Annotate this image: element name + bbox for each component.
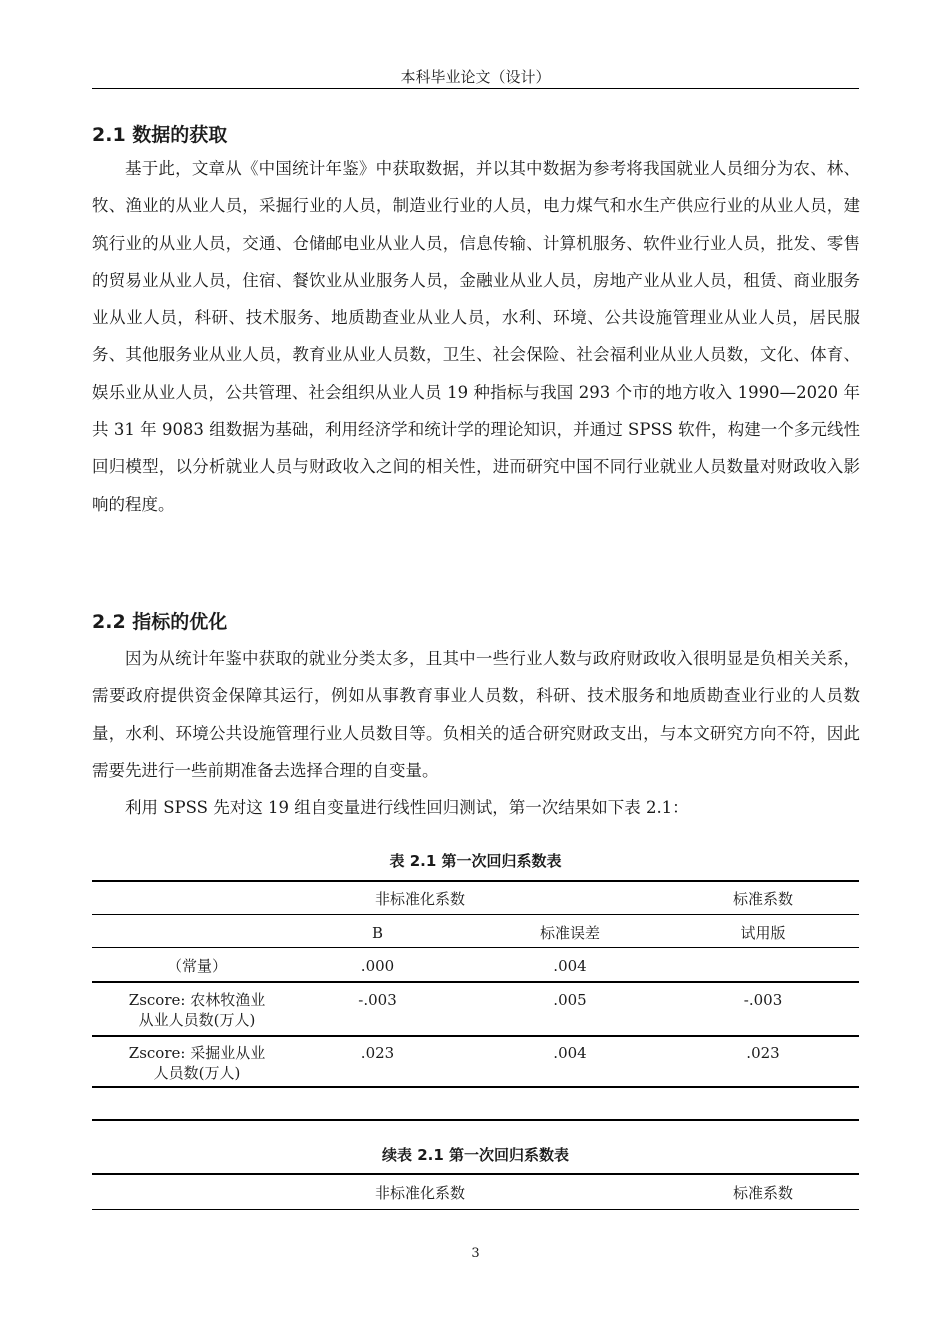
header-beta: 试用版 <box>740 924 786 942</box>
cell-b: .000 <box>360 957 395 975</box>
section-2-2-paragraph-2: 利用 SPSS 先对这 19 组自变量进行线性回归测试，第一次结果如下表 2.1： <box>125 798 689 817</box>
continued-table-caption: 续表 2.1 第一次回归系数表 <box>381 1146 570 1164</box>
section-2-2-paragraph-1: 因为从统计年鉴中获取的就业分类太多，且其中一些行业人数与政府财政收入很明显是负相关关系，需要政府提供资金保障其运行，例如从事教育事业人员数，科研、技术服务和地质勘查业行业的人员数量，水利、环境公共设施管理行业人员数目等。负相关的适合研究财政支出，与本文研究方向不符，因此需要先进行一些前期准备去选择合理的自变量。 <box>92 649 860 780</box>
section-heading-2-1: 2.1 数据的获取 <box>92 124 228 146</box>
table-bottom-rule <box>92 1086 859 1088</box>
table-caption: 表 2.1 第一次回归系数表 <box>389 852 562 870</box>
row-label: Zscore: 农林牧渔业 <box>128 991 266 1009</box>
table-row-rule <box>92 981 859 983</box>
page-header: 本科毕业论文（设计） <box>400 68 551 86</box>
cell-beta: .023 <box>746 1044 780 1062</box>
header-rule <box>92 88 859 89</box>
header-b: B <box>371 924 384 942</box>
cell-se: .005 <box>553 991 587 1009</box>
row-label-line2: 从业人员数(万人) <box>138 1011 256 1029</box>
table-row-rule <box>92 1035 859 1037</box>
cell-se: .004 <box>553 957 587 975</box>
continued-header-unstandardized: 非标准化系数 <box>374 1184 465 1202</box>
cell-b: .023 <box>360 1044 395 1062</box>
continued-header-standardized: 标准系数 <box>732 1184 793 1202</box>
continued-table-header-rule <box>92 1209 859 1210</box>
continued-table-top-rule <box>92 1173 859 1175</box>
header-standardized: 标准系数 <box>732 890 793 908</box>
header-unstandardized: 非标准化系数 <box>374 890 465 908</box>
header-std-error: 标准误差 <box>539 924 600 942</box>
cell-beta: -.003 <box>743 991 783 1009</box>
section-heading-2-2: 2.2 指标的优化 <box>92 611 228 633</box>
row-label-line2: 人员数(万人) <box>153 1064 241 1082</box>
section-2-1-paragraph: 基于此，文章从《中国统计年鉴》中获取数据，并以其中数据为参考将我国就业人员细分为农、林、牧、渔业的从业人员，采掘行业的人员，制造业行业的人员，电力煤气和水生产供应行业的从业人员，建筑行业的从业人员，交通、仓储邮电业从业人员，信息传输、计算机服务、软件业行业人员，批发、零售的贸易业从业人员，住宿、餐饮业从业服务人员，金融业从业人员，房地产业从业人员，租赁、商业服务业从业人员，科研、技术服务、地质勘查业从业人员，水利、环境、公共设施管理业从业人员，居民服务、其他服务业从业人员，教育业从业人员数，卫生、社会保险、社会福利业从业人员数，文化、体育、娱乐业从业人员，公共管理、社会组织从业人员 19 种指标与我国 293 个市的地方收入 1990—2020 年共 31 年 9083 组数据为基础，利用经济学和统计学的理论知识，并通过 SPSS 软件，构建一个多元线性回归模型，以分析就业人员与财政收入之间的相关性，进而研究中国不同行业就业人员数量对财政收入影响的程度。 <box>92 159 860 514</box>
cell-b: -.003 <box>358 991 397 1009</box>
page-number: 3 <box>471 1246 480 1261</box>
table-top-rule <box>92 880 859 882</box>
table-header-rule <box>92 914 859 915</box>
table-separator-rule <box>92 1119 859 1121</box>
cell-se: .004 <box>553 1044 587 1062</box>
table-header-rule-2 <box>92 947 859 948</box>
row-label: （常量） <box>166 957 227 975</box>
row-label: Zscore: 采掘业从业 <box>128 1044 266 1062</box>
